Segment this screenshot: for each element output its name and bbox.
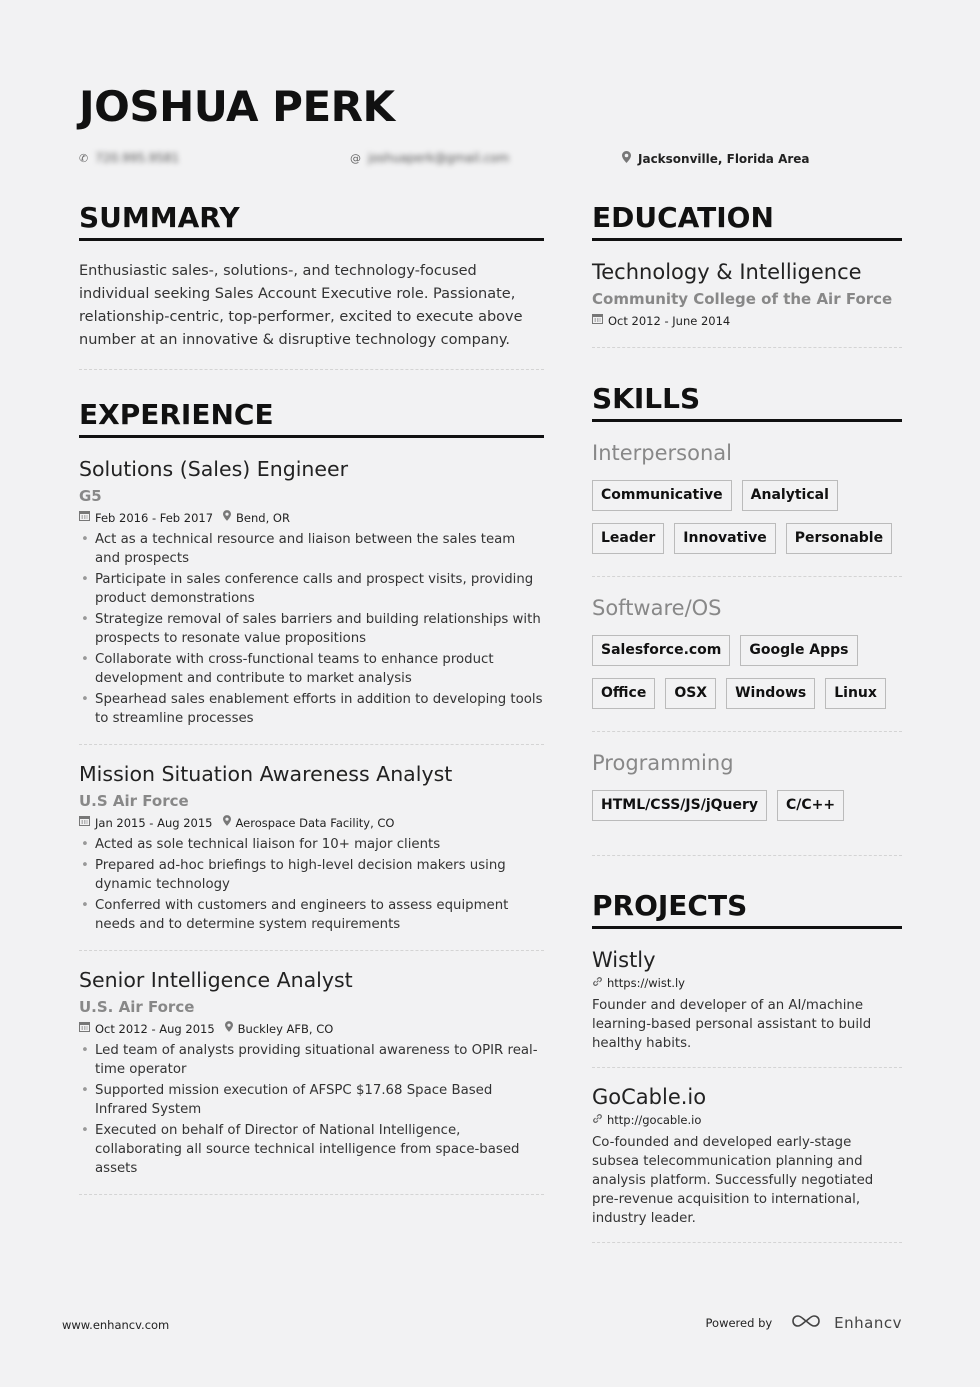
job-bullets — [79, 1041, 544, 1178]
experience-list — [79, 454, 544, 1195]
education-dates-text: Oct 2012 - June 2014 — [608, 314, 731, 328]
contact-location — [622, 151, 810, 166]
job-location — [225, 1020, 334, 1038]
job-bullets — [79, 530, 544, 728]
footer-website[interactable]: www.enhancv.com — [62, 1318, 170, 1332]
job-entry — [79, 965, 544, 1195]
job-dates: Oct 2012 - Aug 2015 — [95, 1022, 215, 1036]
email-value: joshuaperk@gmail.com — [368, 151, 510, 165]
job-bullet: • Act as a technical resource and liaison between the sales team and prospects — [79, 530, 544, 568]
skill-group-title: Interpersonal — [592, 441, 732, 465]
job-dates: Feb 2016 - Feb 2017 — [95, 511, 214, 525]
name-heading: JOSHUA PERK — [79, 82, 395, 131]
job-bullet: • Led team of analysts providing situational awareness to OPIR real-time operator — [79, 1041, 544, 1079]
enhancv-logo-icon — [790, 1313, 824, 1333]
job-title: Senior Intelligence Analyst — [79, 968, 353, 992]
job-bullet: • Participate in sales conference calls and prospect visits, providing product demonstrations — [79, 570, 544, 608]
job-company: G5 — [79, 487, 102, 505]
job-title: Solutions (Sales) Engineer — [79, 457, 349, 481]
at-icon: @ — [350, 151, 361, 165]
job-company: U.S Air Force — [79, 792, 189, 810]
map-pin-icon — [223, 814, 231, 832]
skill-tag: Linux — [825, 678, 886, 709]
project-link[interactable] — [592, 975, 902, 991]
skill-tag: C/C++ — [777, 790, 844, 821]
skill-tag: Google Apps — [740, 635, 857, 666]
job-location-text: Bend, OR — [236, 511, 290, 525]
location-value: Jacksonville, Florida Area — [638, 151, 810, 166]
education-title: EDUCATION — [592, 200, 902, 241]
skill-tag: Salesforce.com — [592, 635, 730, 666]
job-bullet: • Conferred with customers and engineers to assess equipment needs and to determine system requirements — [79, 896, 544, 934]
project-link-text[interactable]: https://wist.ly — [607, 976, 685, 990]
skill-group-title: Software/OS — [592, 596, 722, 620]
project-link[interactable] — [592, 1112, 902, 1128]
skill-tag-row — [592, 678, 902, 709]
skills-title: SKILLS — [592, 381, 902, 422]
project-link-text[interactable]: http://gocable.io — [607, 1113, 702, 1127]
skill-tag: Windows — [726, 678, 815, 709]
skill-tag: Office — [592, 678, 655, 709]
project-description: Founder and developer of an AI/machine learning-based personal assistant to build healthy habits. — [592, 998, 872, 1051]
right-column — [592, 200, 902, 1243]
enhancv-brand: Enhancv — [834, 1314, 902, 1332]
skill-tag-row — [592, 523, 902, 554]
job-meta — [79, 1020, 544, 1038]
education-school: Community College of the Air Force — [592, 290, 893, 308]
skill-tag: Communicative — [592, 480, 732, 511]
skill-tag: Analytical — [742, 480, 838, 511]
projects-list — [592, 945, 902, 1243]
project-title: GoCable.io — [592, 1085, 707, 1109]
job-location — [223, 814, 395, 832]
job-dates: Jan 2015 - Aug 2015 — [95, 816, 213, 830]
job-bullet: • Executed on behalf of Director of National Intelligence, collaborating all source technical intelligence from space-based assets — [79, 1121, 544, 1178]
project-entry — [592, 1082, 902, 1243]
project-entry — [592, 945, 902, 1068]
skill-tag-row — [592, 480, 902, 511]
job-location-text: Buckley AFB, CO — [237, 1022, 334, 1036]
job-company: U.S. Air Force — [79, 998, 195, 1016]
calendar-icon — [79, 814, 90, 832]
contact-phone — [79, 151, 179, 165]
summary-title: SUMMARY — [79, 200, 544, 241]
skill-tag: Leader — [592, 523, 664, 554]
job-meta — [79, 509, 544, 527]
map-pin-icon — [622, 151, 631, 166]
job-bullet: • Prepared ad-hoc briefings to high-level decision makers using dynamic technology — [79, 856, 544, 894]
summary-text: Enthusiastic sales-, solutions-, and technology-focused individual seeking Sales Account Executive role. Passionate, relationship-centric, top-performer, excited to execute above number at an innovative & disruptive technology company. — [79, 260, 544, 370]
project-description: Co-founded and developed early-stage subsea telecommunication planning and analysis platform. Successfully negotiated pre-revenue acquisition to international, industry leader. — [592, 1135, 874, 1226]
map-pin-icon — [225, 1020, 233, 1038]
powered-by-label: Powered by — [705, 1316, 773, 1330]
link-icon — [592, 1112, 603, 1128]
skill-group — [592, 593, 902, 732]
skill-tag: OSX — [665, 678, 716, 709]
job-title: Mission Situation Awareness Analyst — [79, 762, 453, 786]
footer-branding — [706, 1313, 902, 1333]
job-location-text: Aerospace Data Facility, CO — [235, 816, 395, 830]
skills-list — [592, 438, 902, 856]
job-bullet: • Supported mission execution of AFSPC $17.68 Space Based Infrared System — [79, 1081, 544, 1119]
job-bullet: • Acted as sole technical liaison for 10+ major clients — [79, 835, 544, 854]
projects-title: PROJECTS — [592, 888, 902, 929]
skill-tag-row — [592, 635, 902, 666]
education-entry — [592, 257, 902, 348]
education-degree: Technology & Intelligence — [592, 260, 862, 284]
left-column — [79, 200, 544, 1195]
job-bullet: • Strategize removal of sales barriers and building relationships with prospects to resonate value propositions — [79, 610, 544, 648]
skill-tag: Personable — [786, 523, 892, 554]
job-meta — [79, 814, 544, 832]
calendar-icon — [79, 509, 90, 527]
contact-email — [350, 151, 509, 165]
skill-group-title: Programming — [592, 751, 734, 775]
job-location — [223, 509, 290, 527]
skill-tag-row — [592, 790, 902, 821]
link-icon — [592, 975, 603, 991]
job-bullet: • Collaborate with cross-functional teams to enhance product development and contribute to market analysis — [79, 650, 544, 688]
calendar-icon — [592, 312, 603, 330]
education-dates — [592, 312, 902, 330]
project-title: Wistly — [592, 948, 656, 972]
job-entry — [79, 759, 544, 951]
job-entry — [79, 454, 544, 745]
phone-value: 720.995.9581 — [95, 151, 180, 165]
map-pin-icon — [223, 509, 231, 527]
calendar-icon — [79, 1020, 90, 1038]
skill-tag: Innovative — [674, 523, 775, 554]
job-bullets — [79, 835, 544, 934]
skill-tag: HTML/CSS/JS/jQuery — [592, 790, 767, 821]
experience-title: EXPERIENCE — [79, 397, 544, 438]
skill-group — [592, 748, 902, 856]
phone-icon: ✆ — [79, 151, 89, 165]
job-bullet: • Spearhead sales enablement efforts in addition to developing tools to streamline processes — [79, 690, 544, 728]
skill-group — [592, 438, 902, 577]
